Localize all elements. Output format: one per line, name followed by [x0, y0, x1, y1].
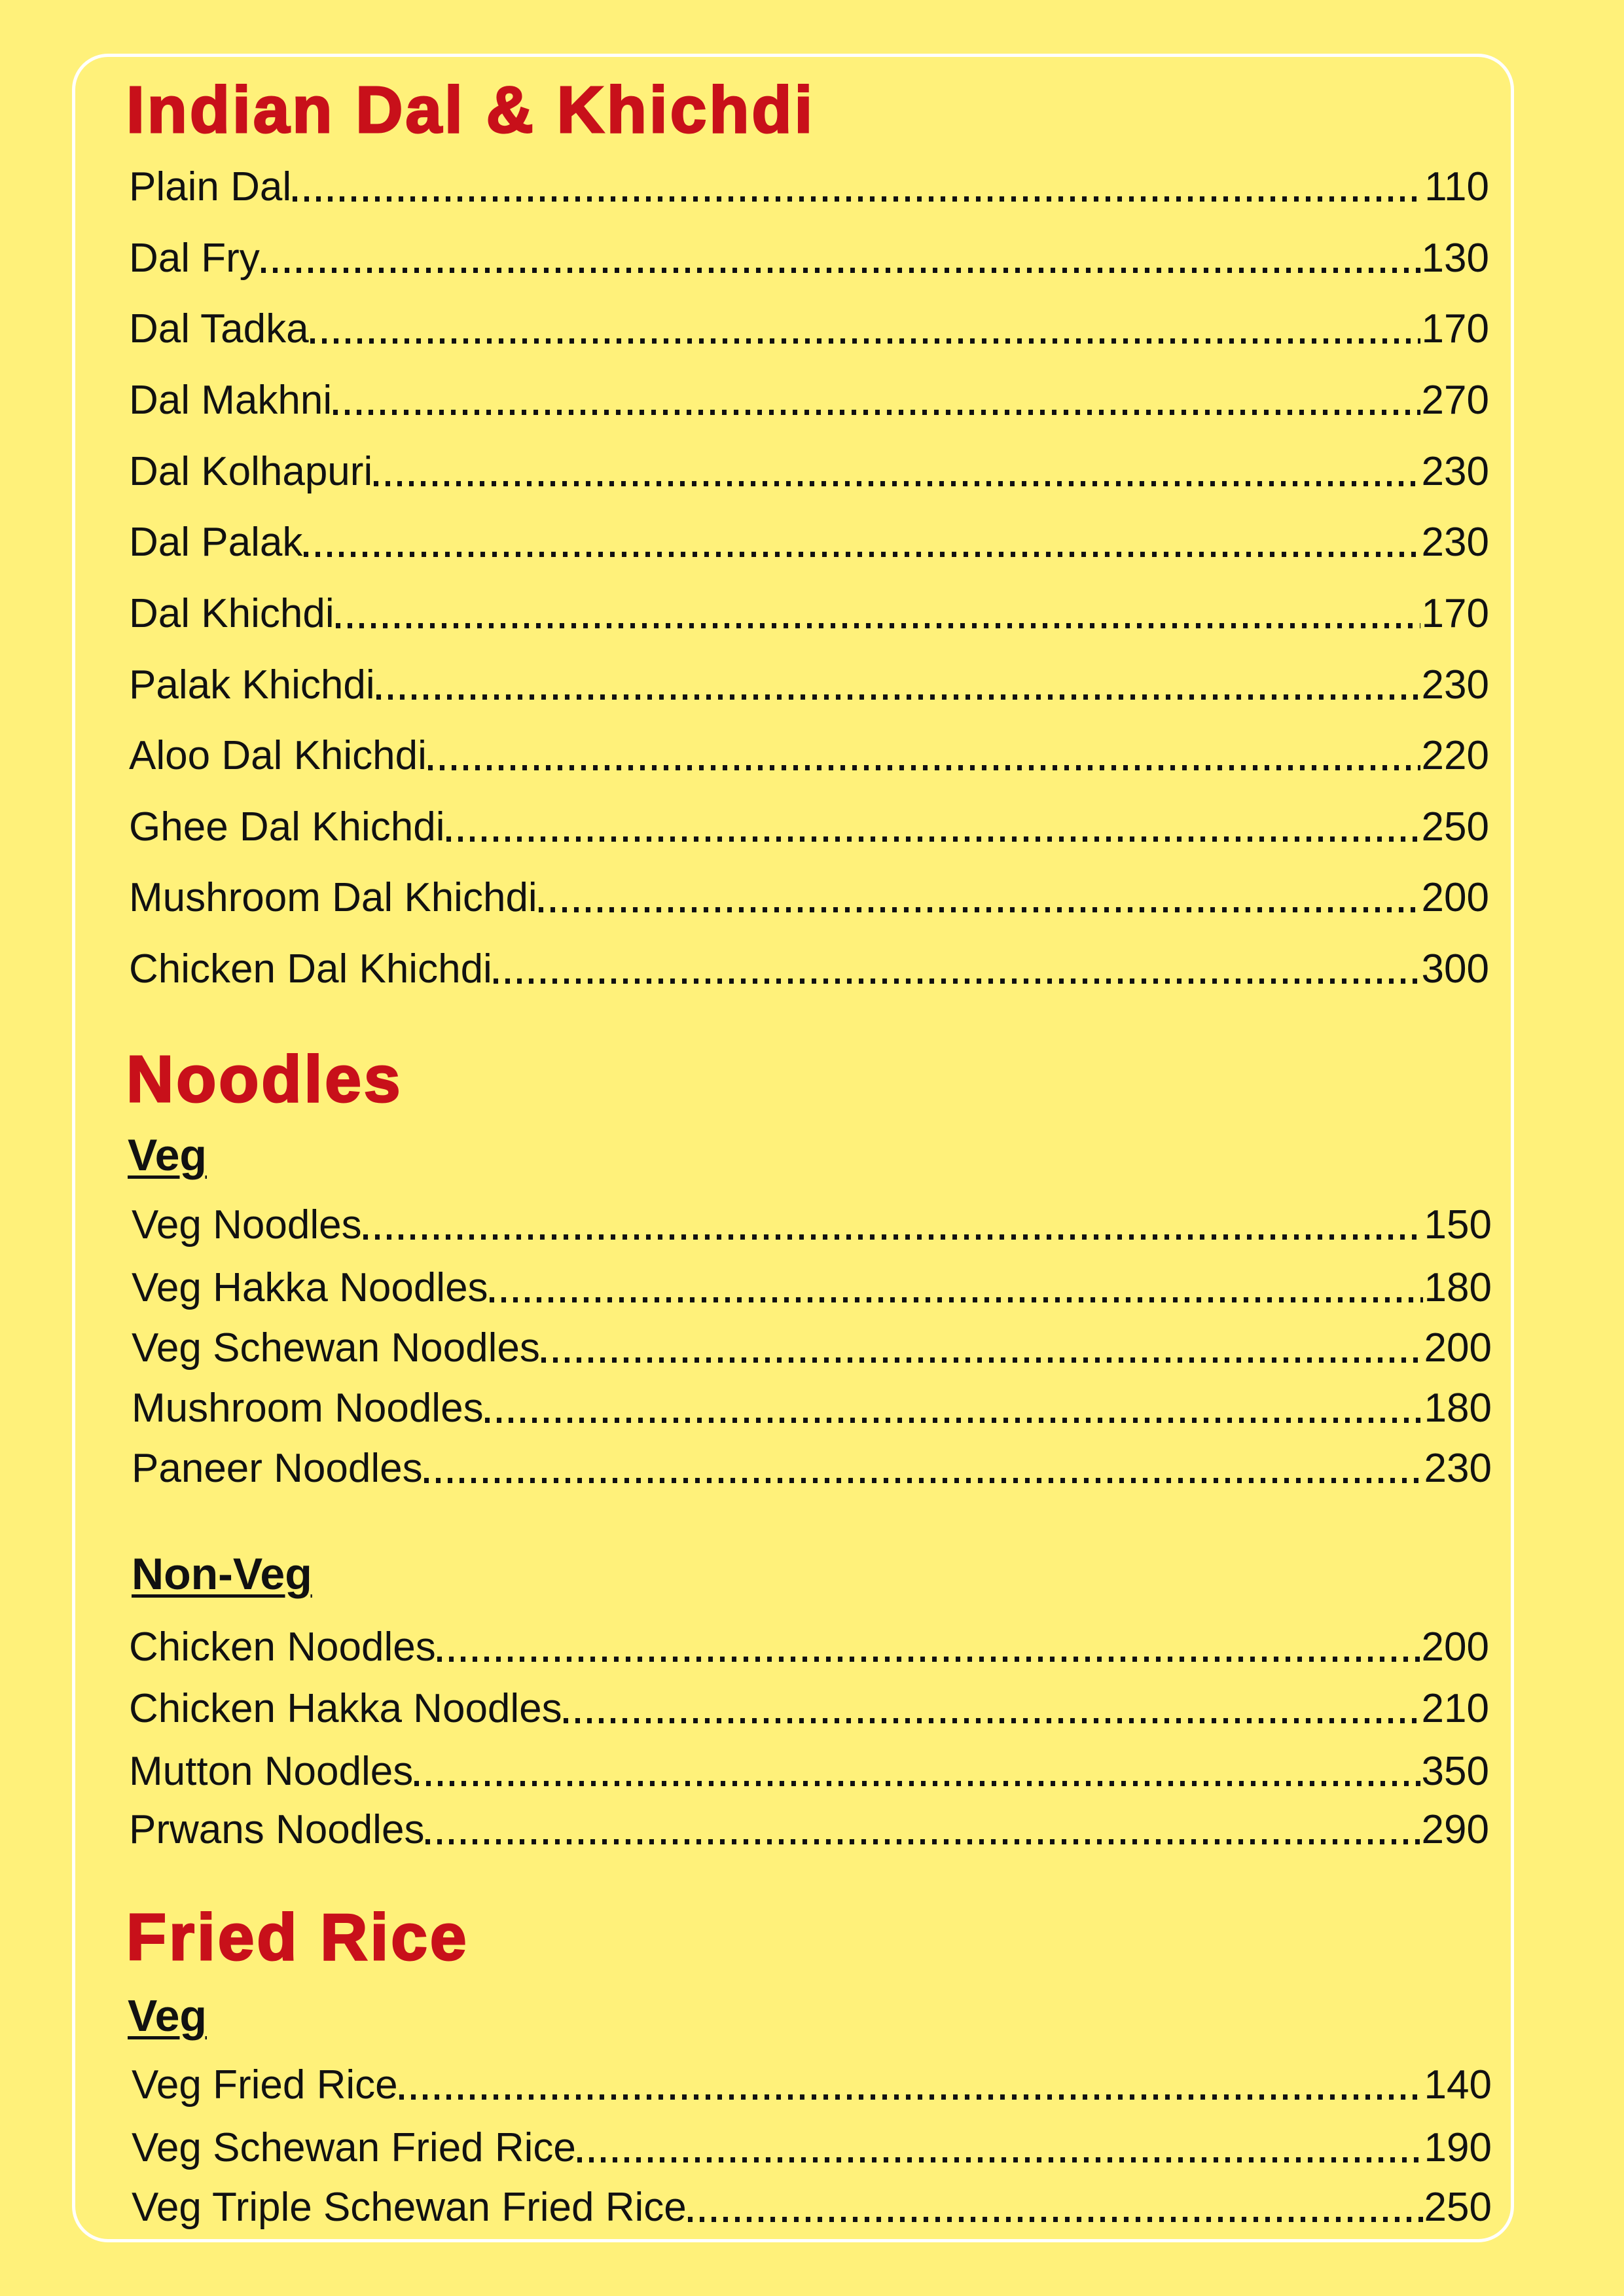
menu-item-price: 300	[1421, 946, 1489, 992]
menu-item-name: Dal Kolhapuri	[129, 449, 373, 494]
menu-item-row	[129, 1807, 1489, 1853]
dot-leader	[539, 907, 1420, 912]
dot-leader	[437, 1657, 1420, 1662]
menu-item-row	[132, 1202, 1492, 1248]
dot-leader	[490, 1297, 1423, 1302]
dot-leader	[293, 196, 1423, 202]
dot-leader	[424, 1478, 1423, 1483]
menu-item-name: Mushroom Noodles	[132, 1386, 484, 1431]
menu-item-price: 200	[1421, 875, 1489, 920]
menu-item-price: 230	[1421, 520, 1489, 565]
menu-item-name: Veg Schewan Noodles	[132, 1325, 540, 1371]
dot-leader	[261, 268, 1420, 273]
menu-item-name: Aloo Dal Khichdi	[129, 733, 427, 778]
menu-item-price: 170	[1421, 306, 1489, 351]
menu-item-row	[132, 1325, 1492, 1371]
menu-item-row	[129, 946, 1489, 992]
menu-item-price: 220	[1421, 733, 1489, 778]
menu-item-row	[129, 804, 1489, 850]
dot-leader	[541, 1357, 1423, 1363]
dot-leader	[414, 1781, 1420, 1786]
menu-item-price: 140	[1424, 2062, 1492, 2108]
dot-leader	[363, 1234, 1423, 1240]
menu-item-name: Veg Fried Rice	[132, 2062, 398, 2108]
menu-item-price: 110	[1424, 164, 1489, 209]
dot-leader	[376, 694, 1420, 700]
menu-item-name: Plain Dal	[129, 164, 292, 209]
menu-item-name: Chicken Dal Khichdi	[129, 946, 492, 992]
menu-item-row	[132, 2125, 1492, 2171]
dot-leader	[564, 1718, 1420, 1723]
subheading-rice-veg: Veg	[128, 1991, 207, 2041]
menu-item-price: 180	[1424, 1265, 1492, 1310]
menu-item-price: 230	[1424, 1446, 1492, 1491]
menu-item-name: Chicken Noodles	[129, 1624, 436, 1670]
menu-item-name: Mushroom Dal Khichdi	[129, 875, 537, 920]
menu-item-row	[129, 378, 1489, 423]
subheading-noodles-veg: Veg	[128, 1130, 207, 1180]
dot-leader	[425, 1839, 1420, 1844]
dot-leader	[688, 2217, 1423, 2222]
menu-item-price: 250	[1424, 2185, 1492, 2230]
menu-item-price: 150	[1424, 1202, 1492, 1247]
menu-item-price: 350	[1421, 1749, 1489, 1794]
dot-leader	[494, 978, 1420, 984]
menu-item-name: Ghee Dal Khichdi	[129, 804, 445, 850]
dot-leader	[577, 2157, 1423, 2162]
menu-item-row	[132, 2062, 1492, 2108]
menu-item-row	[129, 236, 1489, 281]
menu-item-price: 230	[1421, 449, 1489, 494]
menu-item-row	[132, 1265, 1492, 1311]
dot-leader	[446, 836, 1420, 842]
menu-item-name: Dal Khichdi	[129, 591, 334, 636]
menu-item-name: Dal Makhni	[129, 378, 333, 423]
menu-item-row	[132, 1446, 1492, 1492]
menu-item-name: Paneer Noodles	[132, 1446, 423, 1491]
menu-item-row	[129, 164, 1489, 210]
menu-item-name: Dal Tadka	[129, 306, 309, 351]
menu-item-row	[129, 449, 1489, 495]
menu-item-price: 170	[1421, 591, 1489, 636]
menu-item-row	[129, 1624, 1489, 1670]
menu-item-row	[132, 1386, 1492, 1431]
section-title-noodles: Noodles	[126, 1043, 403, 1116]
menu-item-price: 130	[1421, 236, 1489, 281]
menu-item-name: Dal Fry	[129, 236, 260, 281]
menu-item-row	[129, 520, 1489, 565]
menu-item-row	[129, 1686, 1489, 1732]
dot-leader	[333, 410, 1420, 415]
dot-leader	[399, 2094, 1423, 2100]
menu-item-price: 200	[1421, 1624, 1489, 1670]
dot-leader	[374, 481, 1420, 486]
menu-item-price: 190	[1424, 2125, 1492, 2170]
menu-item-price: 230	[1421, 662, 1489, 708]
menu-item-price: 250	[1421, 804, 1489, 850]
menu-item-price: 270	[1421, 378, 1489, 423]
dot-leader	[310, 338, 1420, 344]
dot-leader	[485, 1418, 1423, 1423]
menu-item-row	[129, 875, 1489, 921]
subheading-noodles-nonveg: Non-Veg	[132, 1549, 312, 1599]
menu-item-row	[129, 306, 1489, 352]
menu-item-row	[129, 733, 1489, 779]
menu-item-price: 200	[1424, 1325, 1492, 1371]
menu-item-name: Dal Palak	[129, 520, 303, 565]
menu-item-name: Chicken Hakka Noodles	[129, 1686, 562, 1731]
menu-item-name: Veg Schewan Fried Rice	[132, 2125, 576, 2170]
menu-item-name: Palak Khichdi	[129, 662, 375, 708]
menu-item-row	[132, 2185, 1492, 2231]
dot-leader	[304, 552, 1420, 557]
menu-item-name: Veg Triple Schewan Fried Rice	[132, 2185, 687, 2230]
menu-item-row	[129, 1749, 1489, 1795]
menu-item-row	[129, 591, 1489, 637]
dot-leader	[336, 623, 1420, 628]
menu-item-name: Prwans Noodles	[129, 1807, 425, 1852]
menu-item-price: 210	[1421, 1686, 1489, 1731]
menu-item-name: Mutton Noodles	[129, 1749, 414, 1794]
menu-item-price: 180	[1424, 1386, 1492, 1431]
menu-item-row	[129, 662, 1489, 708]
dot-leader	[428, 765, 1420, 770]
menu-item-name: Veg Hakka Noodles	[132, 1265, 488, 1310]
menu-item-name: Veg Noodles	[132, 1202, 362, 1247]
menu-item-price: 290	[1421, 1807, 1489, 1852]
section-title-fried-rice: Fried Rice	[126, 1901, 469, 1974]
section-title-dal-khichdi: Indian Dal & Khichdi	[126, 73, 816, 147]
